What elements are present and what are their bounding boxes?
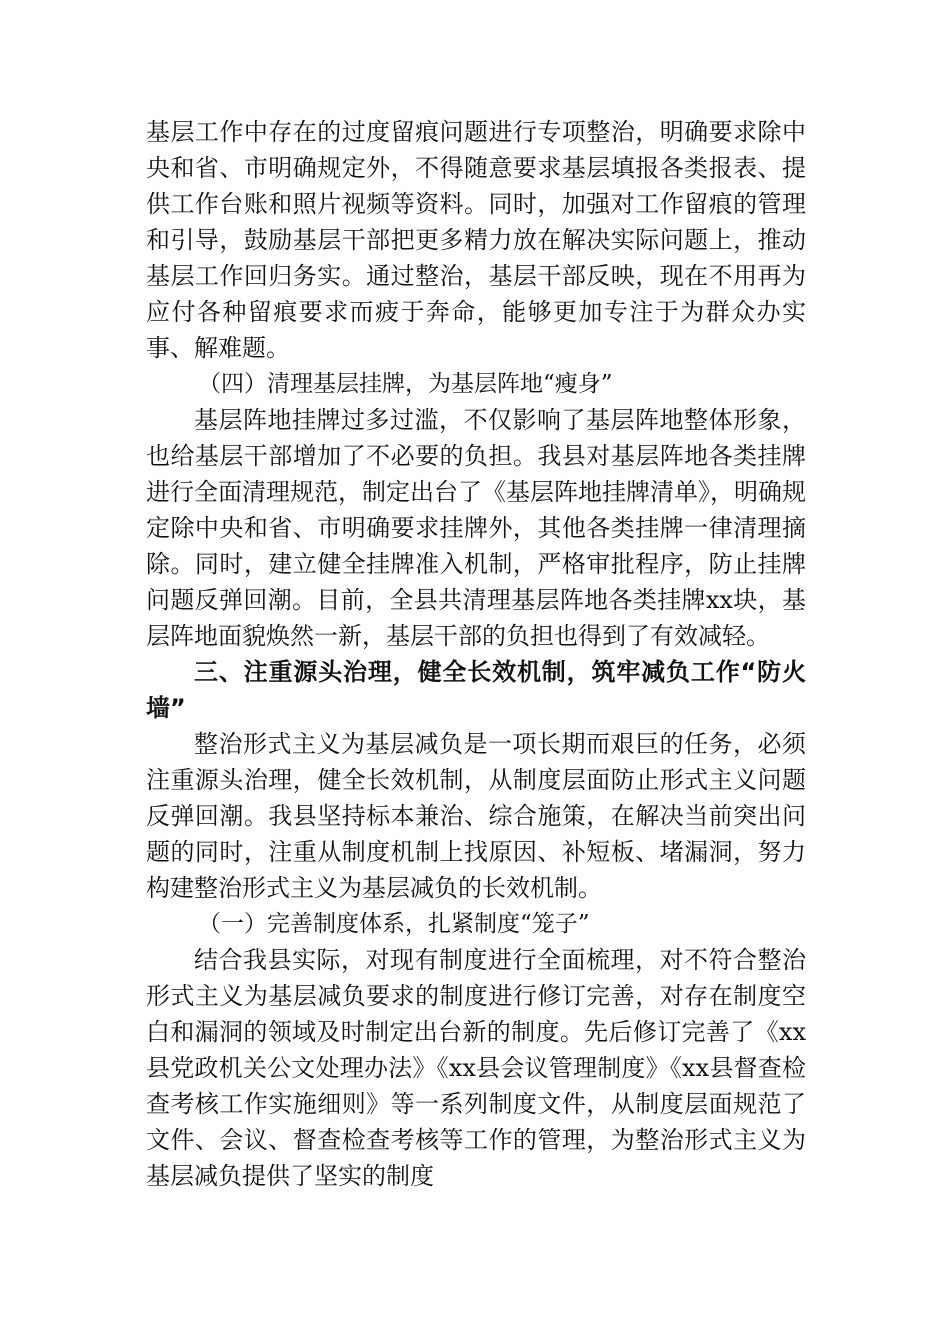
subsection-heading-1: （一）完善制度体系，扎紧制度“笼子” (198, 911, 590, 937)
document-body (146, 114, 806, 1194)
body-paragraph-continued: 基层工作中存在的过度留痕问题进行专项整治，明确要求除中央和省、市明确规定外，不得随意要求基层填报各类报表、提供工作台账和照片视频等资料。同时，加强对工作留痕的管理和引导，鼓励基层干部把更多精力放在解决实际问题上，推动基层工作回归务实。通过整治，基层干部反映，现在不用再为应付各种留痕要求而疲于奔命，能够更加专注于为群众办实事、解难题。 (146, 118, 806, 362)
body-paragraph: 整治形式主义为基层减负是一项长期而艰巨的任务，必须注重源头治理，健全长效机制，从制度层面防止形式主义问题反弹回潮。我县坚持标本兼治、综合施策，在解决当前突出问题的同时，注重从制度机制上找原因、补短板、堵漏洞，努力构建整治形式主义为基层减负的长效机制。 (146, 730, 806, 902)
subsection-heading-4: （四）清理基层挂牌，为基层阵地“瘦身” (198, 371, 613, 397)
body-paragraph: 基层阵地挂牌过多过滥，不仅影响了基层阵地整体形象，也给基层干部增加了不必要的负担。我县对基层阵地各类挂牌进行全面清理规范，制定出台了《基层阵地挂牌清单》，明确规定除中央和省、市明确要求挂牌外，其他各类挂牌一律清理摘除。同时，建立健全挂牌准入机制，严格审批程序，防止挂牌问题反弹回潮。目前，全县共清理基层阵地各类挂牌xx块，基层阵地面貌焕然一新，基层干部的负担也得到了有效减轻。 (146, 406, 806, 650)
body-paragraph: 结合我县实际，对现有制度进行全面梳理，对不符合整治形式主义为基层减负要求的制度进行修订完善，对存在制度空白和漏洞的领域及时制定出台新的制度。先后修订完善了《xx县党政机关公文处理办法》《xx县会议管理制度》《xx县督查检查考核工作实施细则》等一系列制度文件，从制度层面规范了文件、会议、督查检查考核等工作的管理，为整治形式主义为基层减负提供了坚实的制度 (146, 946, 806, 1190)
section-heading-3: 三、注重源头治理，健全长效机制，筑牢减负工作“防火墙” (146, 658, 806, 722)
